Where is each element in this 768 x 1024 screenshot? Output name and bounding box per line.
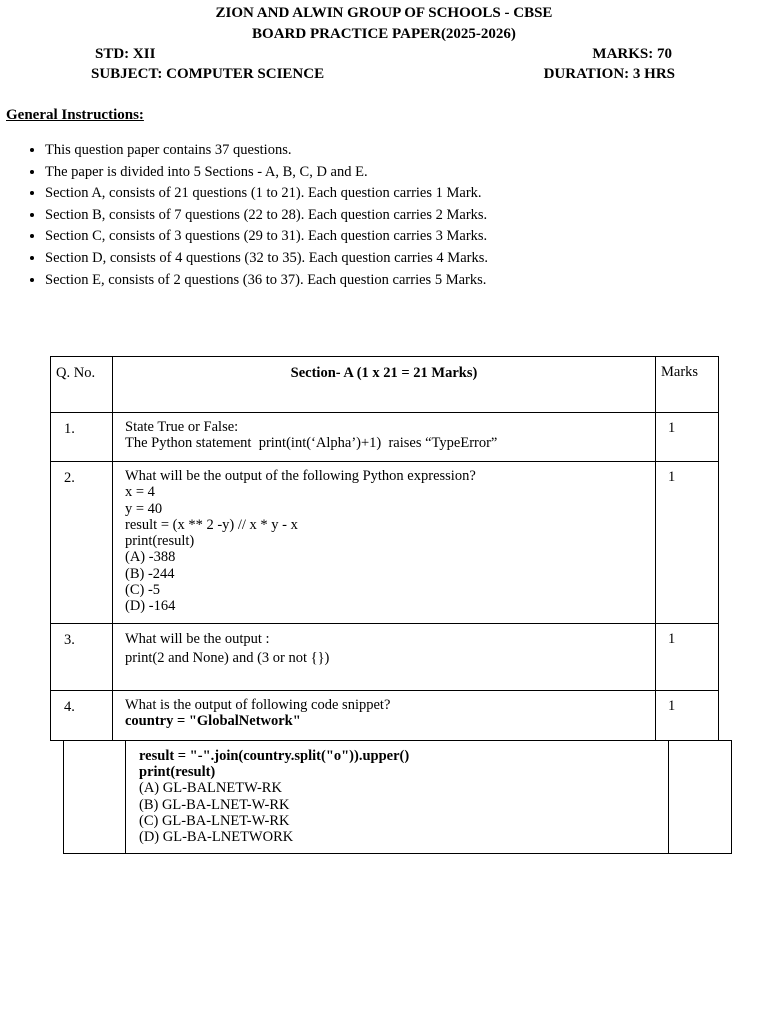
instructions-heading: General Instructions: — [6, 107, 144, 123]
code-line: x = 4 — [125, 484, 155, 501]
paper-title: BOARD PRACTICE PAPER(2025-2026) — [252, 26, 516, 42]
instruction-item: • Section D, consists of 4 questions (32 to 35). Each question carries 4 Marks. — [45, 248, 745, 270]
code-line: result = "-".join(country.split("o")).upper() — [139, 748, 410, 764]
option-a: (A) -388 — [125, 549, 176, 566]
instruction-item: • The paper is divided into 5 Sections - A, B, C, D and E. — [45, 162, 745, 184]
code-line: country = "GlobalNetwork" — [125, 713, 301, 730]
question-row — [51, 691, 719, 741]
instructions-list — [22, 140, 745, 291]
instruction-item: • This question paper contains 37 questions. — [45, 140, 745, 162]
question-marks: 1 — [656, 624, 719, 691]
instruction-item: • Section B, consists of 7 questions (22 to 28). Each question carries 2 Marks. — [45, 205, 745, 227]
option-b: (B) -244 — [125, 565, 175, 582]
question-marks: 1 — [656, 413, 719, 462]
option-d: (D) -164 — [125, 598, 176, 615]
option-a: (A) GL-BALNETW-RK — [139, 780, 282, 797]
question-text — [113, 624, 656, 691]
continuation-table — [63, 740, 732, 854]
subject-label: SUBJECT: COMPUTER SCIENCE — [91, 66, 325, 82]
question-line: What will be the output of the following Python expression? — [125, 468, 476, 484]
empty-marks-cell — [669, 741, 732, 854]
duration-label: DURATION: 3 HRS — [543, 66, 675, 82]
question-line: The Python statement print(int(‘Alpha’)+1) raises “TypeError” — [125, 435, 498, 452]
question-row — [51, 462, 719, 624]
marks-header: Marks — [656, 357, 719, 413]
question-line: What will be the output : — [125, 631, 270, 647]
code-line: print(2 and None) and (3 or not {}) — [125, 650, 330, 666]
question-text — [113, 691, 656, 741]
code-line: print(result) — [139, 764, 216, 781]
section-header: Section- A (1 x 21 = 21 Marks) — [113, 357, 656, 413]
question-marks: 1 — [656, 691, 719, 741]
code-line: print(result) — [125, 533, 195, 550]
question-marks: 1 — [656, 462, 719, 624]
option-c: (C) -5 — [125, 582, 161, 599]
empty-qno-cell — [64, 741, 126, 854]
marks-label: MARKS: 70 — [592, 46, 672, 62]
option-c: (C) GL-BA-LNET-W-RK — [139, 812, 290, 829]
code-line: result = (x ** 2 -y) // x * y - x — [125, 516, 298, 533]
question-text — [113, 462, 656, 624]
continuation-row — [64, 741, 732, 854]
instruction-item: • Section C, consists of 3 questions (29 to 31). Each question carries 3 Marks. — [45, 226, 745, 248]
question-number: 3. — [51, 624, 113, 691]
instruction-item: • Section E, consists of 2 questions (36 to 37). Each question carries 5 Marks. — [45, 270, 745, 292]
question-line: State True or False: — [125, 419, 239, 435]
question-text — [126, 741, 669, 854]
question-number: 4. — [51, 691, 113, 741]
question-text — [113, 413, 656, 462]
school-name: ZION AND ALWIN GROUP OF SCHOOLS - CBSE — [215, 5, 553, 21]
question-number: 2. — [51, 462, 113, 624]
question-line: What is the output of following code snippet? — [125, 697, 391, 713]
table-header-row — [51, 357, 719, 413]
qno-header: Q. No. — [51, 357, 113, 413]
instruction-item: • Section A, consists of 21 questions (1 to 21). Each question carries 1 Mark. — [45, 183, 745, 205]
option-b: (B) GL-BA-LNET-W-RK — [139, 796, 290, 813]
option-d: (D) GL-BA-LNETWORK — [139, 829, 294, 846]
question-table — [50, 356, 719, 741]
code-line: y = 40 — [125, 500, 163, 517]
question-row — [51, 413, 719, 462]
question-number: 1. — [51, 413, 113, 462]
standard-label: STD: XII — [95, 46, 156, 62]
question-row — [51, 624, 719, 691]
